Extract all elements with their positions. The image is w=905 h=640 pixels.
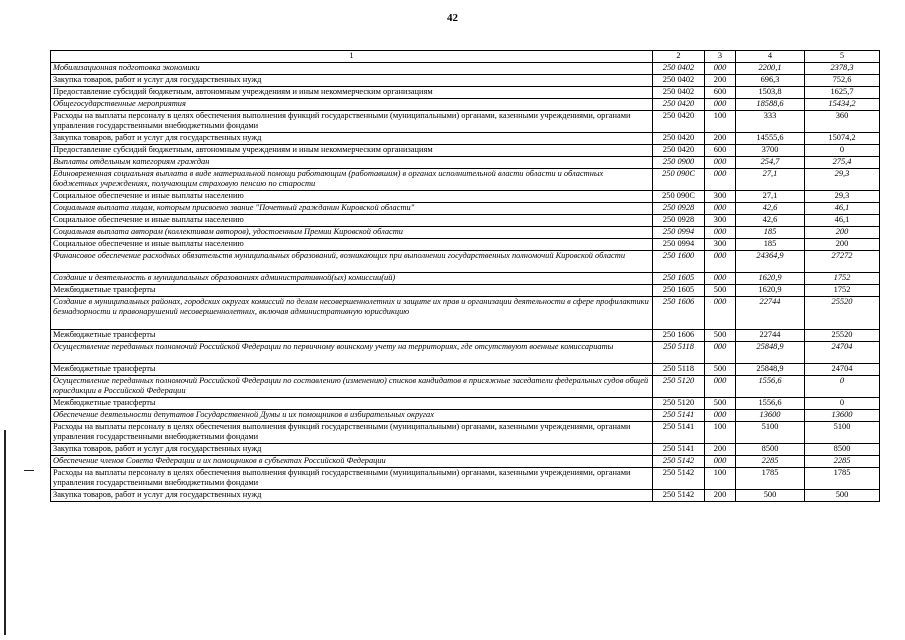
row-amount-2-cell: 46,1	[805, 202, 880, 214]
row-code-cell: 250 0928	[653, 202, 705, 214]
row-amount-1-cell: 1620,9	[736, 284, 805, 296]
row-type-cell: 200	[705, 132, 736, 144]
row-code-cell: 250 5142	[653, 455, 705, 467]
row-amount-2-cell: 1625,7	[805, 86, 880, 98]
row-code-cell: 250 1606	[653, 329, 705, 341]
table-row	[51, 284, 880, 296]
row-code-cell: 250 0928	[653, 214, 705, 226]
table-row	[51, 238, 880, 250]
row-amount-1-cell: 2200,1	[736, 62, 805, 74]
table-row	[51, 489, 880, 501]
table-row	[51, 144, 880, 156]
budget-table	[50, 50, 880, 502]
row-code-cell: 250 090С	[653, 190, 705, 202]
row-amount-2-cell: 25520	[805, 329, 880, 341]
row-code-cell: 250 5120	[653, 397, 705, 409]
row-name-cell: Осуществление переданных полномочий Российской Федерации по составлению (изменению) списков кандидатов в присяжные заседатели федеральных судов общей юрисдикции в Российской Федерации	[51, 375, 653, 397]
row-type-cell: 000	[705, 409, 736, 421]
row-amount-2-cell: 24704	[805, 341, 880, 363]
row-name-cell: Социальная выплата лицам, которым присвоено звание "Почетный гражданин Кировской области"	[51, 202, 653, 214]
row-type-cell: 500	[705, 329, 736, 341]
row-code-cell: 250 0900	[653, 156, 705, 168]
row-type-cell: 500	[705, 284, 736, 296]
row-type-cell: 200	[705, 489, 736, 501]
row-name-cell: Создание и деятельность в муниципальных образованиях административной(ых) комиссии(ий)	[51, 272, 653, 284]
row-amount-2-cell: 752,6	[805, 74, 880, 86]
row-code-cell: 250 5141	[653, 443, 705, 455]
row-type-cell: 300	[705, 238, 736, 250]
row-amount-2-cell: 0	[805, 144, 880, 156]
row-amount-2-cell: 24704	[805, 363, 880, 375]
row-amount-2-cell: 25520	[805, 296, 880, 329]
table-row	[51, 397, 880, 409]
table-row	[51, 86, 880, 98]
row-amount-1-cell: 185	[736, 238, 805, 250]
row-name-cell: Социальное обеспечение и иные выплаты населению	[51, 238, 653, 250]
row-code-cell: 250 5118	[653, 341, 705, 363]
table-row	[51, 296, 880, 329]
table-row	[51, 409, 880, 421]
row-code-cell: 250 0402	[653, 62, 705, 74]
row-name-cell: Межбюджетные трансферты	[51, 363, 653, 375]
row-code-cell: 250 0420	[653, 144, 705, 156]
row-type-cell: 000	[705, 226, 736, 238]
row-name-cell: Закупка товаров, работ и услуг для государственных нужд	[51, 489, 653, 501]
row-type-cell: 000	[705, 455, 736, 467]
row-amount-1-cell: 8500	[736, 443, 805, 455]
table-row	[51, 214, 880, 226]
row-amount-1-cell: 42,6	[736, 214, 805, 226]
row-code-cell: 250 0420	[653, 98, 705, 110]
row-amount-2-cell: 200	[805, 226, 880, 238]
row-name-cell: Закупка товаров, работ и услуг для государственных нужд	[51, 443, 653, 455]
table-row	[51, 226, 880, 238]
binding-rule	[4, 430, 6, 635]
table-row	[51, 375, 880, 397]
row-amount-1-cell: 3700	[736, 144, 805, 156]
row-code-cell: 250 0402	[653, 74, 705, 86]
row-amount-1-cell: 500	[736, 489, 805, 501]
table-row	[51, 455, 880, 467]
row-amount-1-cell: 14555,6	[736, 132, 805, 144]
row-amount-2-cell: 15074,2	[805, 132, 880, 144]
column-number-row	[51, 51, 880, 63]
row-amount-1-cell: 27,1	[736, 190, 805, 202]
row-type-cell: 000	[705, 296, 736, 329]
table-row	[51, 168, 880, 190]
table-row	[51, 156, 880, 168]
row-name-cell: Предоставление субсидий бюджетным, автономным учреждениям и иным некоммерческим организациям	[51, 144, 653, 156]
row-name-cell: Социальное обеспечение и иные выплаты населению	[51, 214, 653, 226]
row-code-cell: 250 5142	[653, 489, 705, 501]
table-row	[51, 190, 880, 202]
row-name-cell: Социальная выплата авторам (коллективам авторов), удостоенным Премии Кировской области	[51, 226, 653, 238]
column-header-name: 1	[51, 51, 653, 63]
row-type-cell: 000	[705, 272, 736, 284]
row-type-cell: 600	[705, 144, 736, 156]
row-name-cell: Межбюджетные трансферты	[51, 284, 653, 296]
table-row	[51, 98, 880, 110]
row-amount-2-cell: 200	[805, 238, 880, 250]
row-amount-1-cell: 333	[736, 110, 805, 132]
row-name-cell: Социальное обеспечение и иные выплаты населению	[51, 190, 653, 202]
row-amount-1-cell: 696,3	[736, 74, 805, 86]
row-amount-2-cell: 46,1	[805, 214, 880, 226]
row-code-cell: 250 0402	[653, 86, 705, 98]
row-code-cell: 250 0994	[653, 226, 705, 238]
row-amount-1-cell: 27,1	[736, 168, 805, 190]
row-amount-1-cell: 25848,9	[736, 341, 805, 363]
row-type-cell: 000	[705, 98, 736, 110]
row-name-cell: Обеспечение деятельности депутатов Государственной Думы и их помощников в избирательных округах	[51, 409, 653, 421]
table-row	[51, 443, 880, 455]
row-amount-1-cell: 24364,9	[736, 250, 805, 272]
row-type-cell: 300	[705, 190, 736, 202]
row-amount-1-cell: 185	[736, 226, 805, 238]
row-amount-1-cell: 25848,9	[736, 363, 805, 375]
row-amount-2-cell: 27272	[805, 250, 880, 272]
row-amount-1-cell: 1556,6	[736, 375, 805, 397]
row-type-cell: 000	[705, 202, 736, 214]
row-amount-1-cell: 22744	[736, 296, 805, 329]
row-amount-1-cell: 18588,6	[736, 98, 805, 110]
row-type-cell: 000	[705, 156, 736, 168]
row-code-cell: 250 1600	[653, 250, 705, 272]
row-name-cell: Общегосударственные мероприятия	[51, 98, 653, 110]
row-amount-2-cell: 1752	[805, 284, 880, 296]
row-code-cell: 250 5120	[653, 375, 705, 397]
row-name-cell: Расходы на выплаты персоналу в целях обеспечения выполнения функций государственными (муниципальными) органами, казенными учреждениями, органами управления государственными внебюджетными фондами	[51, 110, 653, 132]
row-amount-2-cell: 1785	[805, 467, 880, 489]
row-code-cell: 250 0420	[653, 110, 705, 132]
row-name-cell: Закупка товаров, работ и услуг для государственных нужд	[51, 74, 653, 86]
column-header-type: 3	[705, 51, 736, 63]
table-body	[51, 62, 880, 501]
row-type-cell: 100	[705, 421, 736, 443]
row-type-cell: 200	[705, 74, 736, 86]
column-header-code: 2	[653, 51, 705, 63]
row-amount-1-cell: 13600	[736, 409, 805, 421]
row-code-cell: 250 5141	[653, 409, 705, 421]
row-amount-2-cell: 1752	[805, 272, 880, 284]
row-code-cell: 250 5141	[653, 421, 705, 443]
table-row	[51, 132, 880, 144]
row-name-cell: Закупка товаров, работ и услуг для государственных нужд	[51, 132, 653, 144]
row-amount-2-cell: 0	[805, 375, 880, 397]
row-amount-1-cell: 22744	[736, 329, 805, 341]
row-code-cell: 250 0420	[653, 132, 705, 144]
row-type-cell: 500	[705, 397, 736, 409]
table-row	[51, 74, 880, 86]
row-name-cell: Предоставление субсидий бюджетным, автономным учреждениям и иным некоммерческим организациям	[51, 86, 653, 98]
row-amount-2-cell: 500	[805, 489, 880, 501]
table-row	[51, 467, 880, 489]
row-name-cell: Мобилизационная подготовка экономики	[51, 62, 653, 74]
row-type-cell: 000	[705, 341, 736, 363]
row-amount-2-cell: 0	[805, 397, 880, 409]
row-amount-2-cell: 29,3	[805, 190, 880, 202]
row-name-cell: Обеспечение членов Совета Федерации и их помощников в субъектах Российской Федерации	[51, 455, 653, 467]
table-row	[51, 62, 880, 74]
row-type-cell: 100	[705, 110, 736, 132]
row-amount-1-cell: 5100	[736, 421, 805, 443]
row-name-cell: Единовременная социальная выплата в виде материальной помощи работающим (работавшим) в органах исполнительной власти области и областных бюджетных учреждениях, получающим страховую пенсию по старости	[51, 168, 653, 190]
row-code-cell: 250 090С	[653, 168, 705, 190]
row-amount-1-cell: 1556,6	[736, 397, 805, 409]
column-header-amount-1: 4	[736, 51, 805, 63]
row-amount-2-cell: 5100	[805, 421, 880, 443]
row-amount-1-cell: 254,7	[736, 156, 805, 168]
row-amount-2-cell: 2378,3	[805, 62, 880, 74]
table-row	[51, 363, 880, 375]
row-code-cell: 250 0994	[653, 238, 705, 250]
row-name-cell: Финансовое обеспечение расходных обязательств муниципальных образований, возникающих при выполнении государственных полномочий Кировской области	[51, 250, 653, 272]
table-row	[51, 421, 880, 443]
row-amount-1-cell: 42,6	[736, 202, 805, 214]
row-name-cell: Межбюджетные трансферты	[51, 329, 653, 341]
row-type-cell: 000	[705, 250, 736, 272]
row-code-cell: 250 1605	[653, 284, 705, 296]
row-amount-1-cell: 1503,8	[736, 86, 805, 98]
row-code-cell: 250 5142	[653, 467, 705, 489]
table-row	[51, 272, 880, 284]
table-row	[51, 250, 880, 272]
row-name-cell: Выплаты отдельным категориям граждан	[51, 156, 653, 168]
column-header-amount-2: 5	[805, 51, 880, 63]
row-amount-2-cell: 8500	[805, 443, 880, 455]
row-amount-1-cell: 2285	[736, 455, 805, 467]
row-type-cell: 000	[705, 375, 736, 397]
table-row	[51, 329, 880, 341]
row-amount-1-cell: 1785	[736, 467, 805, 489]
row-type-cell: 000	[705, 62, 736, 74]
row-amount-1-cell: 1620,9	[736, 272, 805, 284]
row-type-cell: 200	[705, 443, 736, 455]
row-name-cell: Расходы на выплаты персоналу в целях обеспечения выполнения функций государственными (муниципальными) органами, казенными учреждениями, органами управления государственными внебюджетными фондами	[51, 421, 653, 443]
row-amount-2-cell: 15434,2	[805, 98, 880, 110]
row-amount-2-cell: 29,3	[805, 168, 880, 190]
row-amount-2-cell: 2285	[805, 455, 880, 467]
row-type-cell: 500	[705, 363, 736, 375]
row-type-cell: 300	[705, 214, 736, 226]
row-amount-2-cell: 13600	[805, 409, 880, 421]
row-type-cell: 000	[705, 168, 736, 190]
row-name-cell: Межбюджетные трансферты	[51, 397, 653, 409]
row-code-cell: 250 5118	[653, 363, 705, 375]
row-amount-2-cell: 360	[805, 110, 880, 132]
row-type-cell: 600	[705, 86, 736, 98]
page-number: 42	[447, 12, 458, 24]
table-row	[51, 110, 880, 132]
row-type-cell: 100	[705, 467, 736, 489]
row-amount-2-cell: 275,4	[805, 156, 880, 168]
table-row	[51, 341, 880, 363]
row-name-cell: Осуществление переданных полномочий Российской Федерации по первичному воинскому учету на территориях, где отсутствуют военные комиссариаты	[51, 341, 653, 363]
row-code-cell: 250 1606	[653, 296, 705, 329]
row-code-cell: 250 1605	[653, 272, 705, 284]
row-name-cell: Расходы на выплаты персоналу в целях обеспечения выполнения функций государственными (муниципальными) органами, казенными учреждениями, органами управления государственными внебюджетными фондами	[51, 467, 653, 489]
margin-dash	[24, 470, 34, 471]
table-row	[51, 202, 880, 214]
row-name-cell: Создание в муниципальных районах, городских округах комиссий по делам несовершеннолетних и защите их прав и организации деятельности в сфере профилактики безнадзорности и правонарушений несовершеннолетних, включая административную юрисдикцию	[51, 296, 653, 329]
